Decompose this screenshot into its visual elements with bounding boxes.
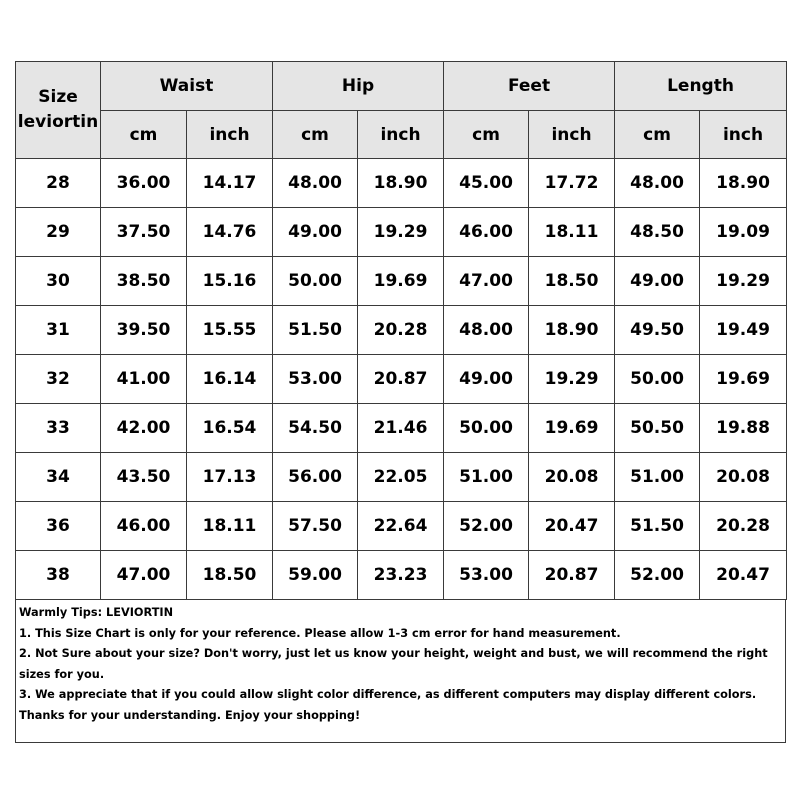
waist-cm-cell: 43.50 bbox=[101, 453, 187, 502]
waist-inch-header: inch bbox=[187, 111, 273, 159]
table-row bbox=[16, 306, 787, 355]
hip-inch-cell: 22.05 bbox=[358, 453, 444, 502]
size-cell: 32 bbox=[16, 355, 101, 404]
waist-cm-cell: 38.50 bbox=[101, 257, 187, 306]
hip-inch-cell: 22.64 bbox=[358, 502, 444, 551]
length-inch-header: inch bbox=[700, 111, 787, 159]
length-inch-cell: 19.49 bbox=[700, 306, 787, 355]
waist-inch-cell: 14.17 bbox=[187, 159, 273, 208]
waist-inch-cell: 14.76 bbox=[187, 208, 273, 257]
waist-inch-cell: 16.54 bbox=[187, 404, 273, 453]
hip-cm-cell: 51.50 bbox=[273, 306, 358, 355]
waist-cm-cell: 46.00 bbox=[101, 502, 187, 551]
table-row bbox=[16, 551, 787, 600]
hip-cm-cell: 49.00 bbox=[273, 208, 358, 257]
length-cm-cell: 52.00 bbox=[615, 551, 700, 600]
length-inch-cell: 19.09 bbox=[700, 208, 787, 257]
feet-cm-header: cm bbox=[444, 111, 529, 159]
waist-cm-cell: 37.50 bbox=[101, 208, 187, 257]
size-column-header bbox=[16, 62, 101, 159]
hip-cm-cell: 57.50 bbox=[273, 502, 358, 551]
waist-inch-cell: 16.14 bbox=[187, 355, 273, 404]
waist-cm-header: cm bbox=[101, 111, 187, 159]
size-table bbox=[15, 61, 787, 600]
hip-header: Hip bbox=[273, 62, 444, 111]
length-inch-cell: 18.90 bbox=[700, 159, 787, 208]
table-row bbox=[16, 404, 787, 453]
hip-cm-header: cm bbox=[273, 111, 358, 159]
waist-header: Waist bbox=[101, 62, 273, 111]
length-cm-cell: 49.50 bbox=[615, 306, 700, 355]
table-row bbox=[16, 453, 787, 502]
length-inch-cell: 20.47 bbox=[700, 551, 787, 600]
waist-inch-cell: 15.16 bbox=[187, 257, 273, 306]
size-header-line1: Size bbox=[38, 87, 78, 107]
hip-inch-cell: 18.90 bbox=[358, 159, 444, 208]
length-cm-header: cm bbox=[615, 111, 700, 159]
feet-inch-cell: 17.72 bbox=[529, 159, 615, 208]
length-cm-cell: 48.50 bbox=[615, 208, 700, 257]
header-group-row bbox=[16, 62, 787, 111]
feet-inch-cell: 18.90 bbox=[529, 306, 615, 355]
length-cm-cell: 49.00 bbox=[615, 257, 700, 306]
hip-inch-header: inch bbox=[358, 111, 444, 159]
waist-inch-cell: 18.50 bbox=[187, 551, 273, 600]
waist-cm-cell: 39.50 bbox=[101, 306, 187, 355]
feet-inch-cell: 18.11 bbox=[529, 208, 615, 257]
length-header: Length bbox=[615, 62, 787, 111]
feet-inch-header: inch bbox=[529, 111, 615, 159]
hip-inch-cell: 19.69 bbox=[358, 257, 444, 306]
waist-inch-cell: 15.55 bbox=[187, 306, 273, 355]
header-unit-row bbox=[16, 111, 787, 159]
length-cm-cell: 48.00 bbox=[615, 159, 700, 208]
waist-inch-cell: 18.11 bbox=[187, 502, 273, 551]
tip-line-1: 1. This Size Chart is only for your reference. Please allow 1-3 cm error for hand measurement. bbox=[19, 626, 621, 640]
size-cell: 36 bbox=[16, 502, 101, 551]
feet-cm-cell: 50.00 bbox=[444, 404, 529, 453]
table-row bbox=[16, 502, 787, 551]
feet-inch-cell: 20.47 bbox=[529, 502, 615, 551]
size-chart bbox=[15, 61, 786, 743]
tips-box bbox=[15, 600, 786, 743]
feet-cm-cell: 51.00 bbox=[444, 453, 529, 502]
size-cell: 33 bbox=[16, 404, 101, 453]
feet-header: Feet bbox=[444, 62, 615, 111]
hip-inch-cell: 20.87 bbox=[358, 355, 444, 404]
feet-cm-cell: 49.00 bbox=[444, 355, 529, 404]
feet-cm-cell: 45.00 bbox=[444, 159, 529, 208]
tip-line-4: Thanks for your understanding. Enjoy your shopping! bbox=[19, 708, 361, 722]
table-row bbox=[16, 208, 787, 257]
feet-inch-cell: 20.08 bbox=[529, 453, 615, 502]
feet-cm-cell: 48.00 bbox=[444, 306, 529, 355]
hip-cm-cell: 50.00 bbox=[273, 257, 358, 306]
length-cm-cell: 50.00 bbox=[615, 355, 700, 404]
table-row bbox=[16, 355, 787, 404]
length-cm-cell: 51.00 bbox=[615, 453, 700, 502]
size-cell: 30 bbox=[16, 257, 101, 306]
length-cm-cell: 51.50 bbox=[615, 502, 700, 551]
hip-cm-cell: 56.00 bbox=[273, 453, 358, 502]
feet-inch-cell: 20.87 bbox=[529, 551, 615, 600]
feet-cm-cell: 46.00 bbox=[444, 208, 529, 257]
length-inch-cell: 20.08 bbox=[700, 453, 787, 502]
hip-cm-cell: 59.00 bbox=[273, 551, 358, 600]
feet-inch-cell: 19.29 bbox=[529, 355, 615, 404]
feet-cm-cell: 53.00 bbox=[444, 551, 529, 600]
hip-inch-cell: 21.46 bbox=[358, 404, 444, 453]
size-cell: 29 bbox=[16, 208, 101, 257]
hip-cm-cell: 54.50 bbox=[273, 404, 358, 453]
hip-inch-cell: 20.28 bbox=[358, 306, 444, 355]
length-inch-cell: 19.29 bbox=[700, 257, 787, 306]
length-cm-cell: 50.50 bbox=[615, 404, 700, 453]
size-table-body bbox=[16, 159, 787, 600]
hip-cm-cell: 48.00 bbox=[273, 159, 358, 208]
size-cell: 28 bbox=[16, 159, 101, 208]
length-inch-cell: 19.88 bbox=[700, 404, 787, 453]
waist-inch-cell: 17.13 bbox=[187, 453, 273, 502]
length-inch-cell: 19.69 bbox=[700, 355, 787, 404]
tip-line-3: 3. We appreciate that if you could allow slight color difference, as different computers may display different colors. bbox=[19, 688, 757, 701]
length-inch-cell: 20.28 bbox=[700, 502, 787, 551]
table-row bbox=[16, 159, 787, 208]
feet-inch-cell: 18.50 bbox=[529, 257, 615, 306]
size-header-line2: leviortin bbox=[17, 112, 99, 132]
feet-cm-cell: 52.00 bbox=[444, 502, 529, 551]
size-cell: 38 bbox=[16, 551, 101, 600]
waist-cm-cell: 36.00 bbox=[101, 159, 187, 208]
tips-title: Warmly Tips: LEVIORTIN bbox=[19, 606, 174, 619]
tip-line-2: 2. Not Sure about your size? Don't worry, just let us know your height, weight and bust, we will recommend the right sizes for you. bbox=[19, 647, 768, 681]
waist-cm-cell: 42.00 bbox=[101, 404, 187, 453]
waist-cm-cell: 41.00 bbox=[101, 355, 187, 404]
table-row bbox=[16, 257, 787, 306]
feet-inch-cell: 19.69 bbox=[529, 404, 615, 453]
size-cell: 31 bbox=[16, 306, 101, 355]
size-cell: 34 bbox=[16, 453, 101, 502]
hip-inch-cell: 19.29 bbox=[358, 208, 444, 257]
waist-cm-cell: 47.00 bbox=[101, 551, 187, 600]
hip-inch-cell: 23.23 bbox=[358, 551, 444, 600]
feet-cm-cell: 47.00 bbox=[444, 257, 529, 306]
hip-cm-cell: 53.00 bbox=[273, 355, 358, 404]
